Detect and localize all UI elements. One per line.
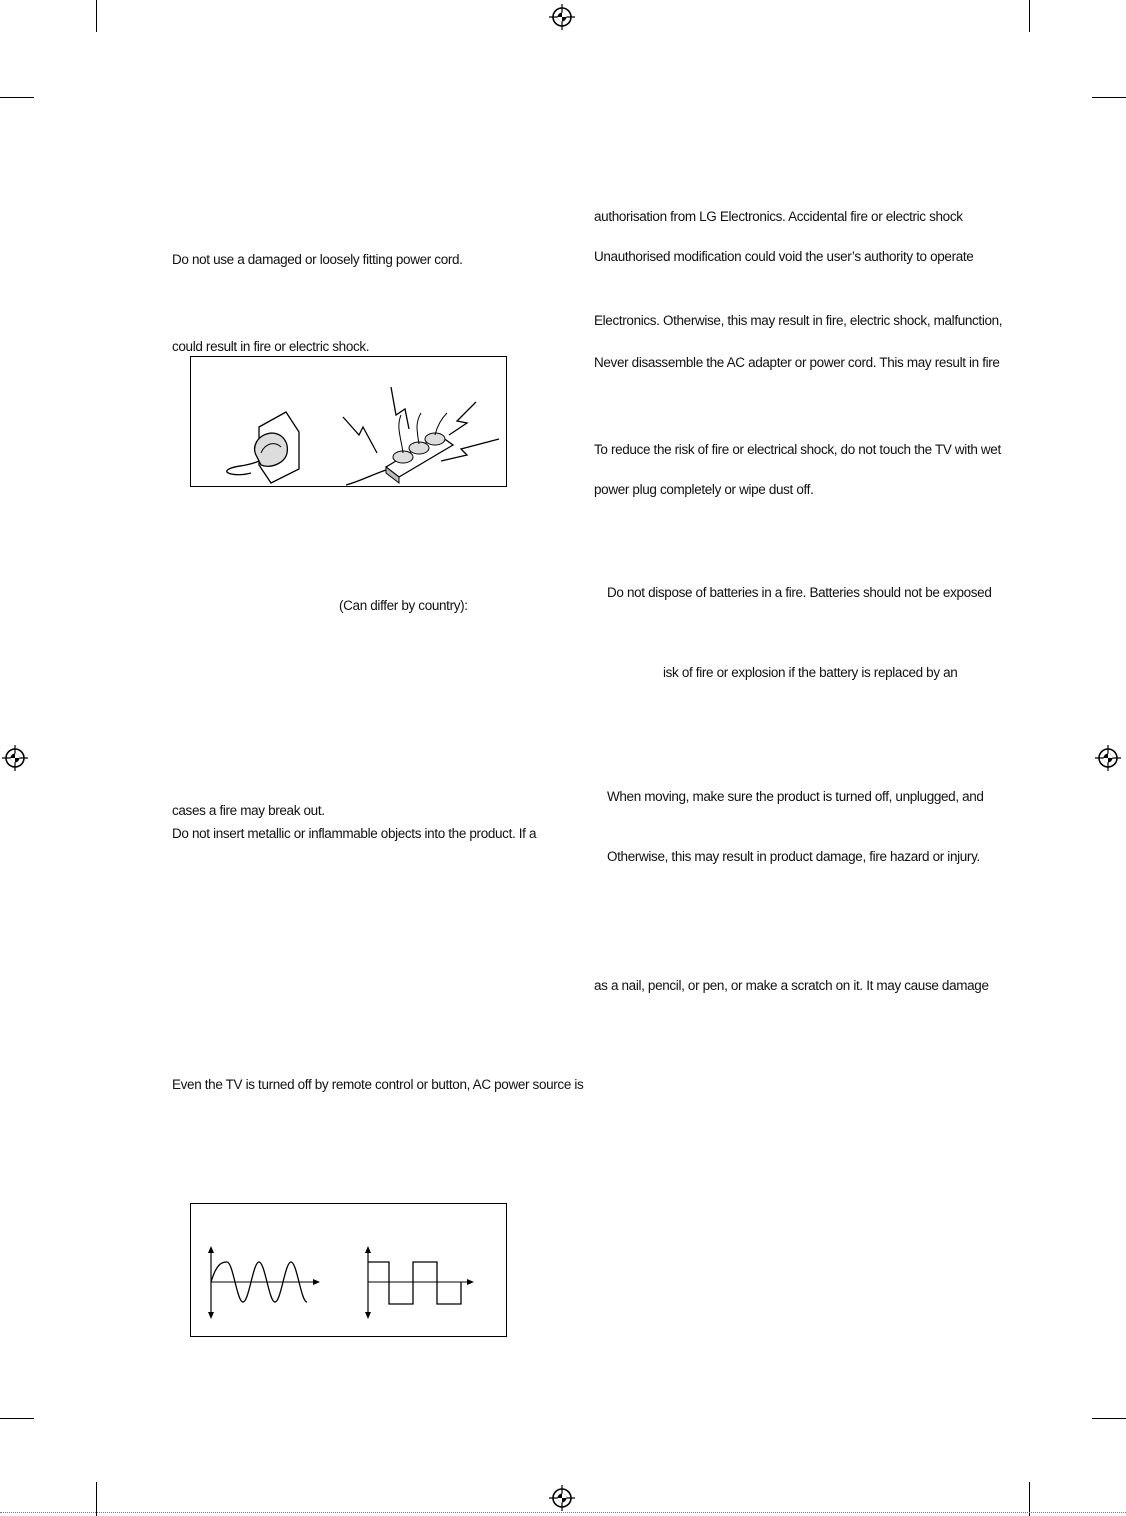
right-text-line: Electronics. Otherwise, this may result in fire, electric shock, malfunction,: [594, 313, 1003, 328]
crop-mark: [96, 0, 97, 32]
left-text-line: Do not insert metallic or inflammable objects into the product. If a: [172, 826, 537, 841]
registration-mark-icon: [2, 745, 28, 771]
waveform-figure: [190, 1203, 507, 1337]
left-text-line: (Can differ by country):: [339, 598, 468, 613]
right-text-line: When moving, make sure the product is turned off, unplugged, and: [607, 789, 984, 804]
power-plug-figure: [190, 356, 507, 487]
registration-mark-icon: [549, 1485, 575, 1511]
right-text-line: Do not dispose of batteries in a fire. Batteries should not be exposed: [607, 585, 992, 600]
registration-mark-icon: [549, 4, 575, 30]
left-text-line: Even the TV is turned off by remote control or button, AC power source is: [172, 1077, 584, 1092]
crop-mark: [96, 1482, 97, 1516]
right-text-line: as a nail, pencil, or pen, or make a scratch on it. It may cause damage: [594, 978, 989, 993]
crop-mark: [0, 1418, 34, 1419]
right-text-line: Otherwise, this may result in product damage, fire hazard or injury.: [607, 849, 980, 864]
registration-mark-icon: [1095, 745, 1121, 771]
right-text-line: Unauthorised modification could void the user’s authority to operate: [594, 249, 974, 264]
crop-mark: [1092, 97, 1126, 98]
left-text-line: cases a fire may break out.: [172, 803, 325, 818]
right-text-line: Never disassemble the AC adapter or power cord. This may result in fire: [594, 355, 1000, 370]
crop-mark: [1092, 1418, 1126, 1419]
sine-wave-and-square-wave-icon: [191, 1204, 506, 1336]
right-text-line: To reduce the risk of fire or electrical shock, do not touch the TV with wet: [594, 442, 1001, 457]
right-text-line: power plug completely or wipe dust off.: [594, 482, 814, 497]
wall-plug-and-overloaded-power-strip-icon: [191, 357, 506, 486]
bottom-dotted-rule: [0, 1512, 1126, 1513]
left-text-line: Do not use a damaged or loosely fitting power cord.: [172, 252, 463, 267]
right-text-line: isk of fire or explosion if the battery is replaced by an: [663, 665, 958, 680]
left-text-line: could result in fire or electric shock.: [172, 339, 370, 354]
crop-mark: [0, 97, 34, 98]
crop-mark: [1029, 1482, 1030, 1516]
right-text-line: authorisation from LG Electronics. Accidental fire or electric shock: [594, 209, 963, 224]
crop-mark: [1029, 0, 1030, 32]
